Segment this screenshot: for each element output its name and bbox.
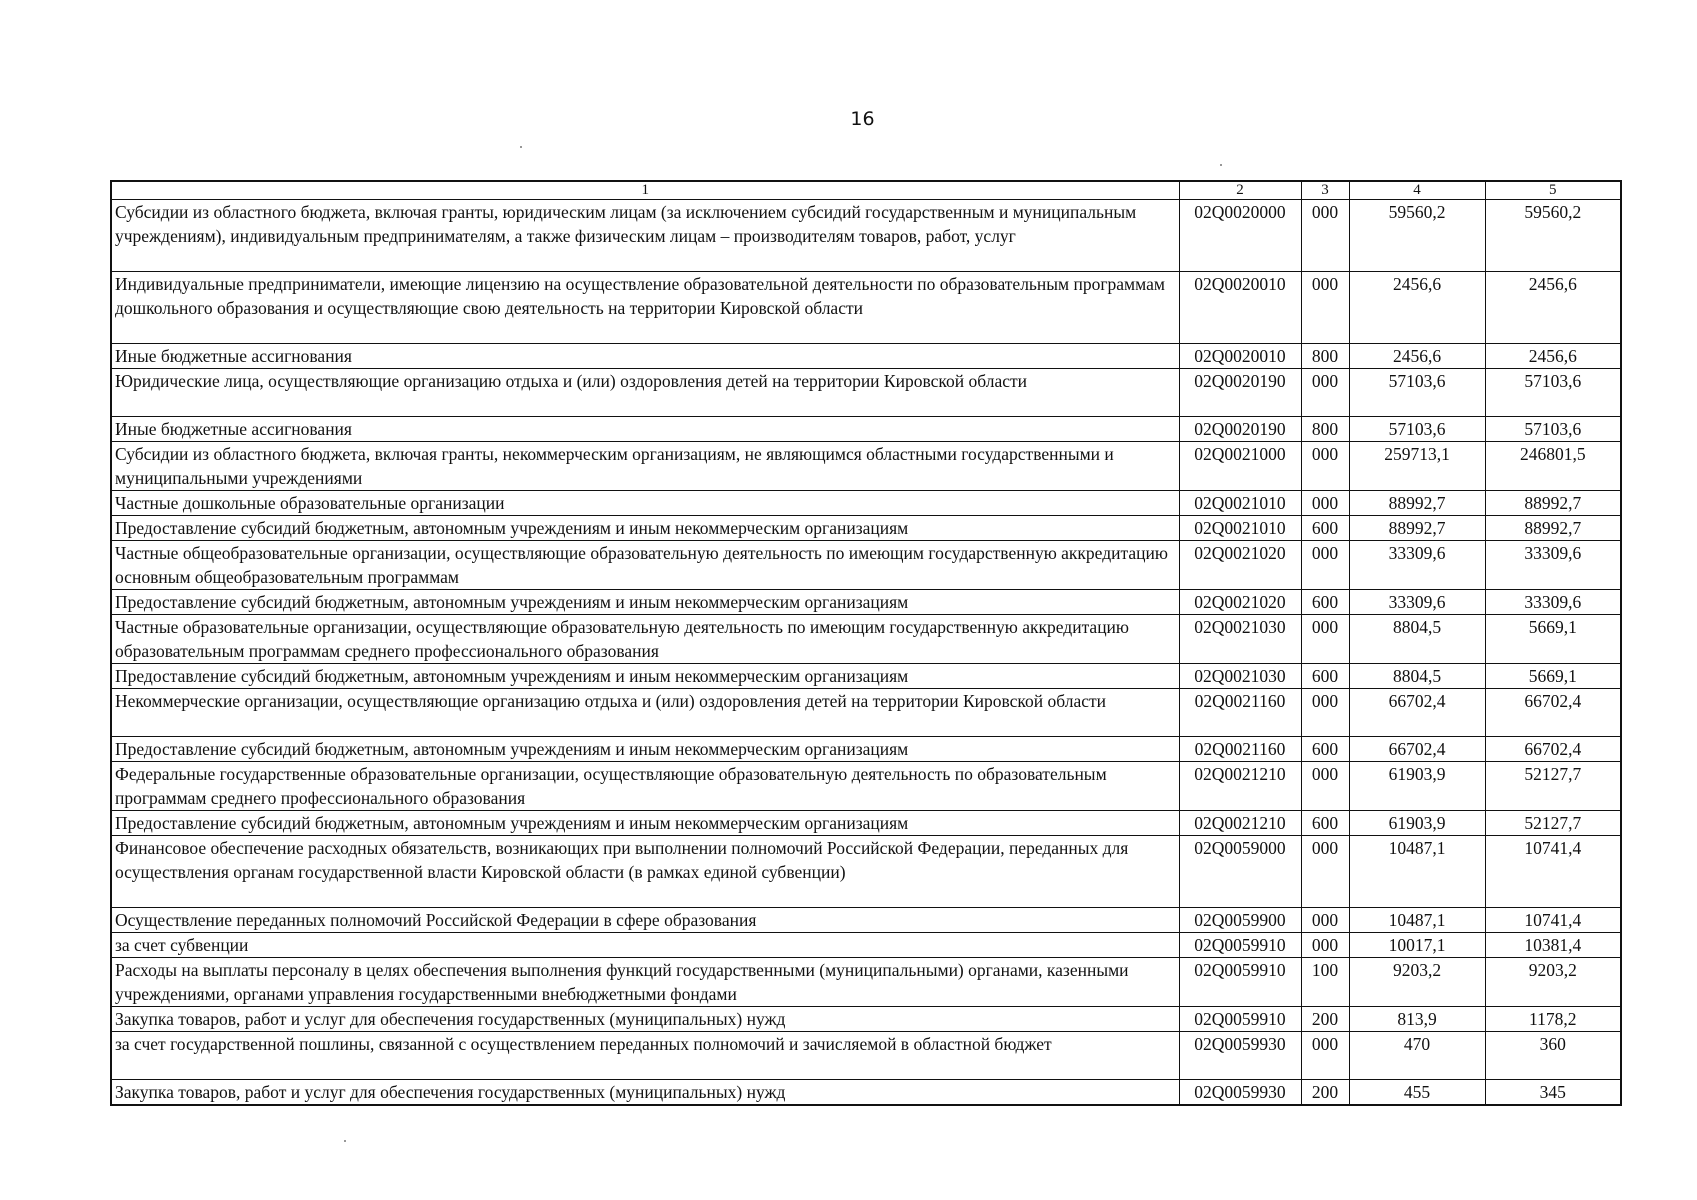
table-row (111, 1007, 1621, 1032)
scan-speck (520, 146, 522, 148)
row-type-cell: 100 (1301, 958, 1349, 1007)
row-value-5-cell: 57103,6 (1485, 369, 1621, 417)
row-name-cell: Некоммерческие организации, осуществляющие организацию отдыха и (или) оздоровления детей на территории Кировской области (111, 689, 1179, 737)
table-row (111, 615, 1621, 664)
row-value-5-cell: 10381,4 (1485, 933, 1621, 958)
row-value-5-cell: 246801,5 (1485, 442, 1621, 491)
header-cell: 3 (1301, 181, 1349, 200)
row-type-cell: 000 (1301, 908, 1349, 933)
table-header-row (111, 181, 1621, 200)
row-value-4-cell: 57103,6 (1349, 369, 1485, 417)
row-value-4-cell: 57103,6 (1349, 417, 1485, 442)
row-type-cell: 600 (1301, 737, 1349, 762)
row-code-cell: 02Q0020010 (1179, 344, 1301, 369)
row-value-5-cell: 66702,4 (1485, 689, 1621, 737)
row-type-cell: 000 (1301, 200, 1349, 272)
row-value-4-cell: 66702,4 (1349, 689, 1485, 737)
row-value-4-cell: 10017,1 (1349, 933, 1485, 958)
row-value-4-cell: 813,9 (1349, 1007, 1485, 1032)
scan-speck (344, 1140, 346, 1142)
row-code-cell: 02Q0059910 (1179, 933, 1301, 958)
row-code-cell: 02Q0059930 (1179, 1032, 1301, 1080)
row-code-cell: 02Q0020010 (1179, 272, 1301, 344)
table-row (111, 369, 1621, 417)
row-name-cell: Субсидии из областного бюджета, включая гранты, юридическим лицам (за исключением субсидий государственным и муниципальным учреждениям), индивидуальным предпринимателям, а также физическим лицам – производителям товаров, работ, услуг (111, 200, 1179, 272)
table-row (111, 417, 1621, 442)
row-value-5-cell: 33309,6 (1485, 590, 1621, 615)
row-name-cell: за счет государственной пошлины, связанной с осуществлением переданных полномочий и зачисляемой в областной бюджет (111, 1032, 1179, 1080)
row-value-4-cell: 88992,7 (1349, 491, 1485, 516)
row-type-cell: 600 (1301, 664, 1349, 689)
row-code-cell: 02Q0059910 (1179, 1007, 1301, 1032)
table-row (111, 590, 1621, 615)
row-name-cell: Расходы на выплаты персоналу в целях обеспечения выполнения функций государственными (муниципальными) органами, казенными учреждениями, органами управления государственными внебюджетными фондами (111, 958, 1179, 1007)
table-row (111, 442, 1621, 491)
row-type-cell: 200 (1301, 1007, 1349, 1032)
row-code-cell: 02Q0021030 (1179, 664, 1301, 689)
row-code-cell: 02Q0021020 (1179, 590, 1301, 615)
row-type-cell: 000 (1301, 836, 1349, 908)
row-value-5-cell: 66702,4 (1485, 737, 1621, 762)
row-value-5-cell: 345 (1485, 1080, 1621, 1106)
row-name-cell: Предоставление субсидий бюджетным, автономным учреждениям и иным некоммерческим организациям (111, 590, 1179, 615)
row-code-cell: 02Q0021160 (1179, 689, 1301, 737)
row-code-cell: 02Q0021030 (1179, 615, 1301, 664)
row-value-5-cell: 2456,6 (1485, 344, 1621, 369)
row-type-cell: 000 (1301, 442, 1349, 491)
row-type-cell: 000 (1301, 1032, 1349, 1080)
table-row (111, 664, 1621, 689)
row-type-cell: 000 (1301, 491, 1349, 516)
row-code-cell: 02Q0021210 (1179, 762, 1301, 811)
row-code-cell: 02Q0021010 (1179, 491, 1301, 516)
row-code-cell: 02Q0021210 (1179, 811, 1301, 836)
row-name-cell: Закупка товаров, работ и услуг для обеспечения государственных (муниципальных) нужд (111, 1080, 1179, 1106)
row-code-cell: 02Q0021010 (1179, 516, 1301, 541)
row-name-cell: Частные дошкольные образовательные организации (111, 491, 1179, 516)
row-code-cell: 02Q0059930 (1179, 1080, 1301, 1106)
row-name-cell: Иные бюджетные ассигнования (111, 344, 1179, 369)
row-type-cell: 000 (1301, 762, 1349, 811)
table-row (111, 491, 1621, 516)
row-value-5-cell: 52127,7 (1485, 811, 1621, 836)
table-row (111, 933, 1621, 958)
row-code-cell: 02Q0021000 (1179, 442, 1301, 491)
table-row (111, 200, 1621, 272)
table-row (111, 762, 1621, 811)
table-row (111, 958, 1621, 1007)
row-code-cell: 02Q0020190 (1179, 369, 1301, 417)
row-value-5-cell: 2456,6 (1485, 272, 1621, 344)
row-name-cell: Индивидуальные предприниматели, имеющие лицензию на осуществление образовательной деятельности по образовательным программам дошкольного образования и осуществляющие свою деятельность на территории Кировской области (111, 272, 1179, 344)
table-row (111, 836, 1621, 908)
row-value-5-cell: 10741,4 (1485, 836, 1621, 908)
row-code-cell: 02Q0059910 (1179, 958, 1301, 1007)
row-value-4-cell: 66702,4 (1349, 737, 1485, 762)
row-name-cell: Предоставление субсидий бюджетным, автономным учреждениям и иным некоммерческим организациям (111, 664, 1179, 689)
table-row (111, 344, 1621, 369)
table-row (111, 516, 1621, 541)
row-value-4-cell: 259713,1 (1349, 442, 1485, 491)
row-code-cell: 02Q0059900 (1179, 908, 1301, 933)
budget-table (110, 180, 1622, 1106)
row-value-5-cell: 1178,2 (1485, 1007, 1621, 1032)
row-type-cell: 000 (1301, 933, 1349, 958)
row-name-cell: Закупка товаров, работ и услуг для обеспечения государственных (муниципальных) нужд (111, 1007, 1179, 1032)
row-type-cell: 000 (1301, 541, 1349, 590)
row-name-cell: Предоставление субсидий бюджетным, автономным учреждениям и иным некоммерческим организациям (111, 811, 1179, 836)
row-type-cell: 200 (1301, 1080, 1349, 1106)
header-cell: 2 (1179, 181, 1301, 200)
row-value-5-cell: 59560,2 (1485, 200, 1621, 272)
row-type-cell: 600 (1301, 516, 1349, 541)
row-type-cell: 000 (1301, 615, 1349, 664)
row-name-cell: Предоставление субсидий бюджетным, автономным учреждениям и иным некоммерческим организациям (111, 737, 1179, 762)
row-value-4-cell: 61903,9 (1349, 811, 1485, 836)
row-value-5-cell: 360 (1485, 1032, 1621, 1080)
page-number: 16 (850, 108, 875, 130)
row-name-cell: Предоставление субсидий бюджетным, автономным учреждениям и иным некоммерческим организациям (111, 516, 1179, 541)
table-row (111, 908, 1621, 933)
row-value-4-cell: 8804,5 (1349, 664, 1485, 689)
header-cell: 4 (1349, 181, 1485, 200)
row-type-cell: 800 (1301, 344, 1349, 369)
row-value-4-cell: 9203,2 (1349, 958, 1485, 1007)
row-code-cell: 02Q0021160 (1179, 737, 1301, 762)
row-value-5-cell: 9203,2 (1485, 958, 1621, 1007)
row-type-cell: 800 (1301, 417, 1349, 442)
row-value-4-cell: 88992,7 (1349, 516, 1485, 541)
row-value-5-cell: 88992,7 (1485, 516, 1621, 541)
row-value-4-cell: 2456,6 (1349, 272, 1485, 344)
table-row (111, 689, 1621, 737)
row-value-4-cell: 10487,1 (1349, 836, 1485, 908)
row-name-cell: Финансовое обеспечение расходных обязательств, возникающих при выполнении полномочий Российской Федерации, переданных для осуществления органам государственной власти Кировской области (в рамках единой субвенции) (111, 836, 1179, 908)
row-code-cell: 02Q0020000 (1179, 200, 1301, 272)
row-code-cell: 02Q0020190 (1179, 417, 1301, 442)
row-name-cell: Иные бюджетные ассигнования (111, 417, 1179, 442)
header-cell: 5 (1485, 181, 1621, 200)
row-value-4-cell: 8804,5 (1349, 615, 1485, 664)
table-row (111, 737, 1621, 762)
row-value-4-cell: 33309,6 (1349, 541, 1485, 590)
row-name-cell: Субсидии из областного бюджета, включая гранты, некоммерческим организациям, не являющимся областными государственными и муниципальными учреждениями (111, 442, 1179, 491)
row-value-5-cell: 52127,7 (1485, 762, 1621, 811)
table-row (111, 272, 1621, 344)
row-value-4-cell: 59560,2 (1349, 200, 1485, 272)
table-row (111, 541, 1621, 590)
row-value-4-cell: 470 (1349, 1032, 1485, 1080)
row-value-5-cell: 5669,1 (1485, 664, 1621, 689)
row-value-4-cell: 61903,9 (1349, 762, 1485, 811)
row-value-4-cell: 455 (1349, 1080, 1485, 1106)
row-value-5-cell: 57103,6 (1485, 417, 1621, 442)
row-name-cell: Юридические лица, осуществляющие организацию отдыха и (или) оздоровления детей на территории Кировской области (111, 369, 1179, 417)
row-code-cell: 02Q0059000 (1179, 836, 1301, 908)
row-name-cell: Федеральные государственные образовательные организации, осуществляющие образовательную деятельность по образовательным программам среднего профессионального образования (111, 762, 1179, 811)
row-name-cell: за счет субвенции (111, 933, 1179, 958)
scan-speck (1220, 164, 1222, 166)
header-cell: 1 (111, 181, 1179, 200)
row-value-4-cell: 2456,6 (1349, 344, 1485, 369)
row-code-cell: 02Q0021020 (1179, 541, 1301, 590)
row-type-cell: 600 (1301, 590, 1349, 615)
table-row (111, 1032, 1621, 1080)
row-value-5-cell: 5669,1 (1485, 615, 1621, 664)
row-value-5-cell: 33309,6 (1485, 541, 1621, 590)
row-value-5-cell: 88992,7 (1485, 491, 1621, 516)
row-name-cell: Частные образовательные организации, осуществляющие образовательную деятельность по имеющим государственную аккредитацию образовательным программам среднего профессионального образования (111, 615, 1179, 664)
row-name-cell: Осуществление переданных полномочий Российской Федерации в сфере образования (111, 908, 1179, 933)
row-type-cell: 000 (1301, 689, 1349, 737)
row-type-cell: 000 (1301, 272, 1349, 344)
row-name-cell: Частные общеобразовательные организации, осуществляющие образовательную деятельность по имеющим государственную аккредитацию основным общеобразовательным программам (111, 541, 1179, 590)
row-value-5-cell: 10741,4 (1485, 908, 1621, 933)
row-type-cell: 600 (1301, 811, 1349, 836)
row-value-4-cell: 10487,1 (1349, 908, 1485, 933)
row-value-4-cell: 33309,6 (1349, 590, 1485, 615)
table-row (111, 1080, 1621, 1106)
row-type-cell: 000 (1301, 369, 1349, 417)
table-row (111, 811, 1621, 836)
budget-table-body (111, 181, 1621, 1105)
